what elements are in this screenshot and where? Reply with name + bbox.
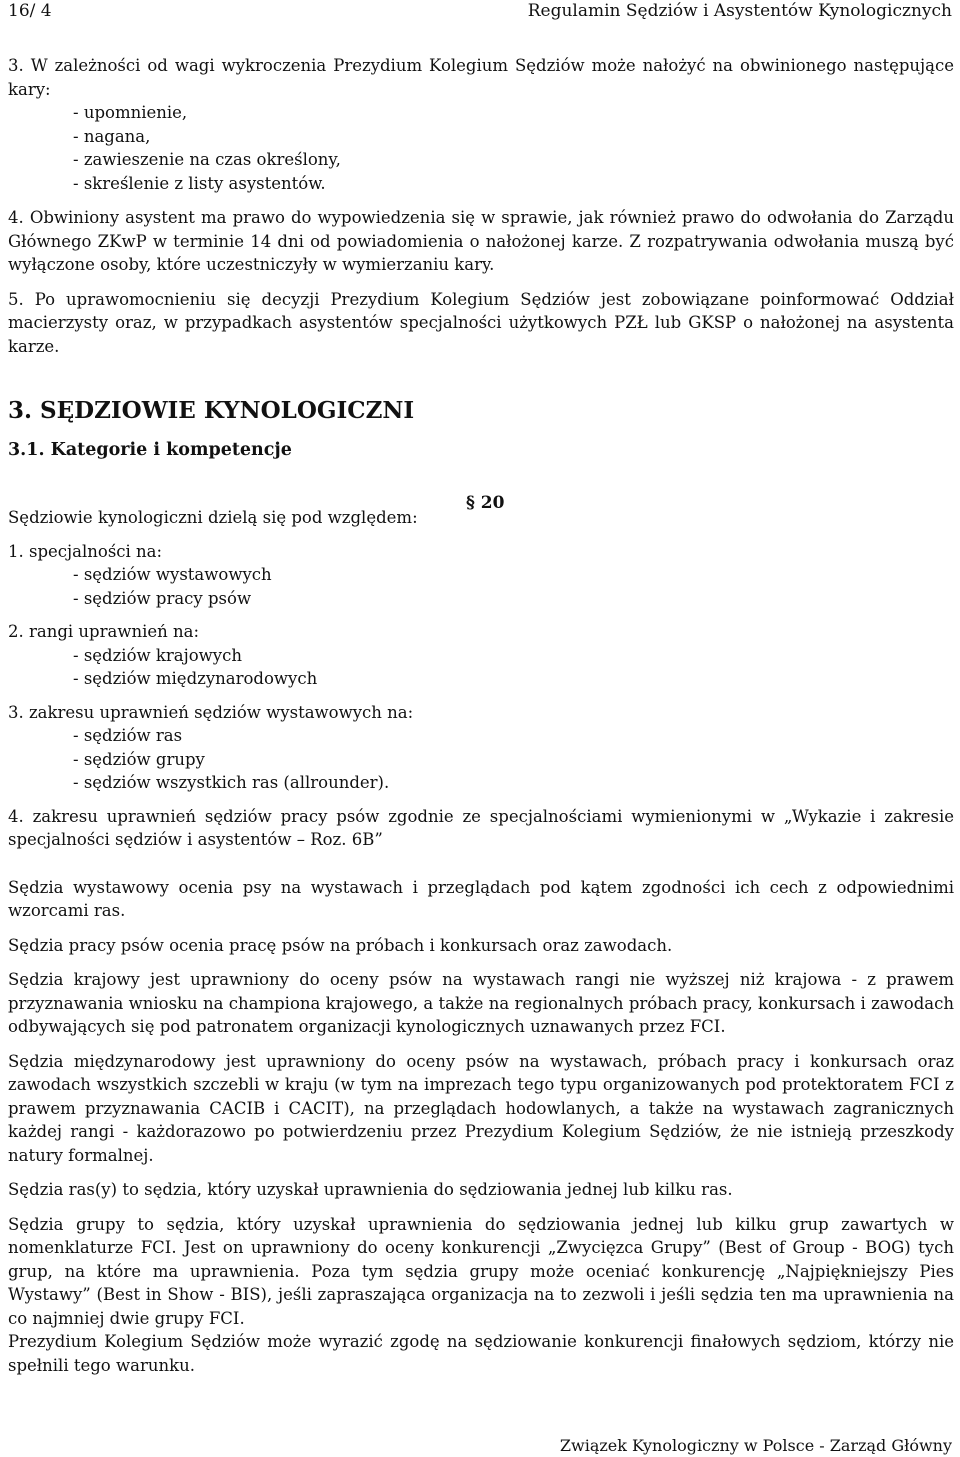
notification-paragraph: 5. Po uprawomocnieniu się decyzji Prezydium Kolegium Sędziów jest zobowiązane poinformować Oddział macierzysty oraz, w przypadkach asystentów specjalności użytkowych PZŁ lub GKSP o nałożonej na asystenta karze.: [8, 289, 954, 356]
category-label: 2. rangi uprawnień na:: [8, 622, 200, 641]
category-item: - sędziów wszystkich ras (allrounder).: [73, 773, 390, 792]
body-paragraph: Sędzia grupy to sędzia, który uzyskał uprawnienia do sędziowania jednej lub kilku grup zawartych w nomenklaturze FCI. Jest on uprawniony do oceny konkurencji „Zwycięzca Grupy” (Best of Group - BOG) tych grup, na które ma uprawnienia. Poza tym sędzia grupy może oceniać konkurencję „Najpiękniejszy Pies Wystawy” (Best in Show - BIS), jeśli zapraszająca organizacja na to zezwoli i jeśli sędzia ten ma uprawnienia na co najmniej dwie grupy FCI.: [8, 1214, 954, 1328]
category-item: - sędziów krajowych: [73, 645, 242, 665]
page-header: [8, 0, 952, 26]
page-number: 16/ 4: [8, 1, 52, 21]
category-item: - sędziów międzynarodowych: [73, 669, 318, 688]
body-paragraph: Sędzia wystawowy ocenia psy na wystawach i przeglądach pod kątem zgodności ich cech z odpowiednimi wzorcami ras.: [8, 877, 954, 920]
penalty-item: - upomnienie,: [73, 103, 188, 122]
section-20: [8, 462, 954, 530]
body-paragraph: Prezydium Kolegium Sędziów może wyrazić zgodę na sędziowanie konkurencji finałowych sędziom, którzy nie spełnili tego warunku.: [8, 1332, 954, 1375]
document-title: Regulamin Sędziów i Asystentów Kynologicznych: [527, 1, 952, 21]
category-label: 3. zakresu uprawnień sędziów wystawowych na:: [8, 702, 414, 722]
category-item: - sędziów grupy: [73, 749, 205, 769]
category-item: - sędziów pracy psów: [73, 588, 252, 608]
category-label: 4. zakresu uprawnień sędziów pracy psów zgodnie ze specjalnościami wymienionymi w „Wykazie i zakresie specjalności sędziów i asystentów – Roz. 6B”: [8, 806, 954, 849]
body-paragraph: Sędzia krajowy jest uprawniony do oceny psów na wystawach rangi nie wyższej niż krajowa - z prawem przyznawania wniosku na championa krajowego, a także na regionalnych próbach pracy, konkursach i zawodach odbywających się pod patronatem organizacji kynologicznych uznawanych przez FCI.: [8, 970, 954, 1036]
section-heading: 3. SĘDZIOWIE KYNOLOGICZNI: [8, 397, 415, 424]
division-intro: Sędziowie kynologiczni dzielą się pod względem:: [8, 508, 418, 527]
body-paragraph: Sędzia ras(y) to sędzia, który uzyskał uprawnienia do sędziowania jednej lub kilku ras.: [8, 1180, 733, 1199]
body-paragraph: Sędzia międzynarodowy jest uprawniony do oceny psów na wystawach, próbach pracy i konkursach oraz zawodach wszystkich szczebli w kraju (w tym na imprezach tego typu organizowanych pod protektoratem FCI z prawem przyznawania CACIB i CACIT), na przeglądach hodowlanych, a także na wystawach zagranicznych każdej rangi - każdorazowo po potwierdzeniu przez Prezydium Kolegium Sędziów, że nie istnieją przeszkody natury formalnej.: [8, 1051, 954, 1165]
page-footer: Związek Kynologiczny w Polsce - Zarząd Główny: [559, 1436, 952, 1455]
category-item: - sędziów ras: [73, 726, 183, 745]
penalties-intro: 3. W zależności od wagi wykroczenia Prezydium Kolegium Sędziów może nałożyć na obwinionego następujące kary:: [8, 56, 954, 99]
page-content: [8, 54, 954, 1377]
penalty-item: - skreślenie z listy asystentów.: [73, 173, 326, 193]
category-item: - sędziów wystawowych: [73, 565, 272, 584]
category-label: 1. specjalności na:: [8, 541, 163, 561]
paragraph-mark: § 20: [466, 493, 505, 513]
appeal-paragraph: 4. Obwiniony asystent ma prawo do wypowiedzenia się w sprawie, jak również prawo do odwołania do Zarządu Głównego ZKwP w terminie 14 dni od powiadomienia o nałożonej karze. Z rozpatrywania odwołania muszą być wyłączone osoby, które uczestniczyły w wymierzaniu kary.: [8, 208, 954, 274]
penalty-item: - zawieszenie na czas określony,: [73, 150, 341, 169]
subsection-heading: 3.1. Kategorie i kompetencje: [8, 440, 292, 460]
body-paragraph: Sędzia pracy psów ocenia pracę psów na próbach i konkursach oraz zawodach.: [8, 935, 673, 955]
penalty-item: - nagana,: [73, 126, 151, 146]
